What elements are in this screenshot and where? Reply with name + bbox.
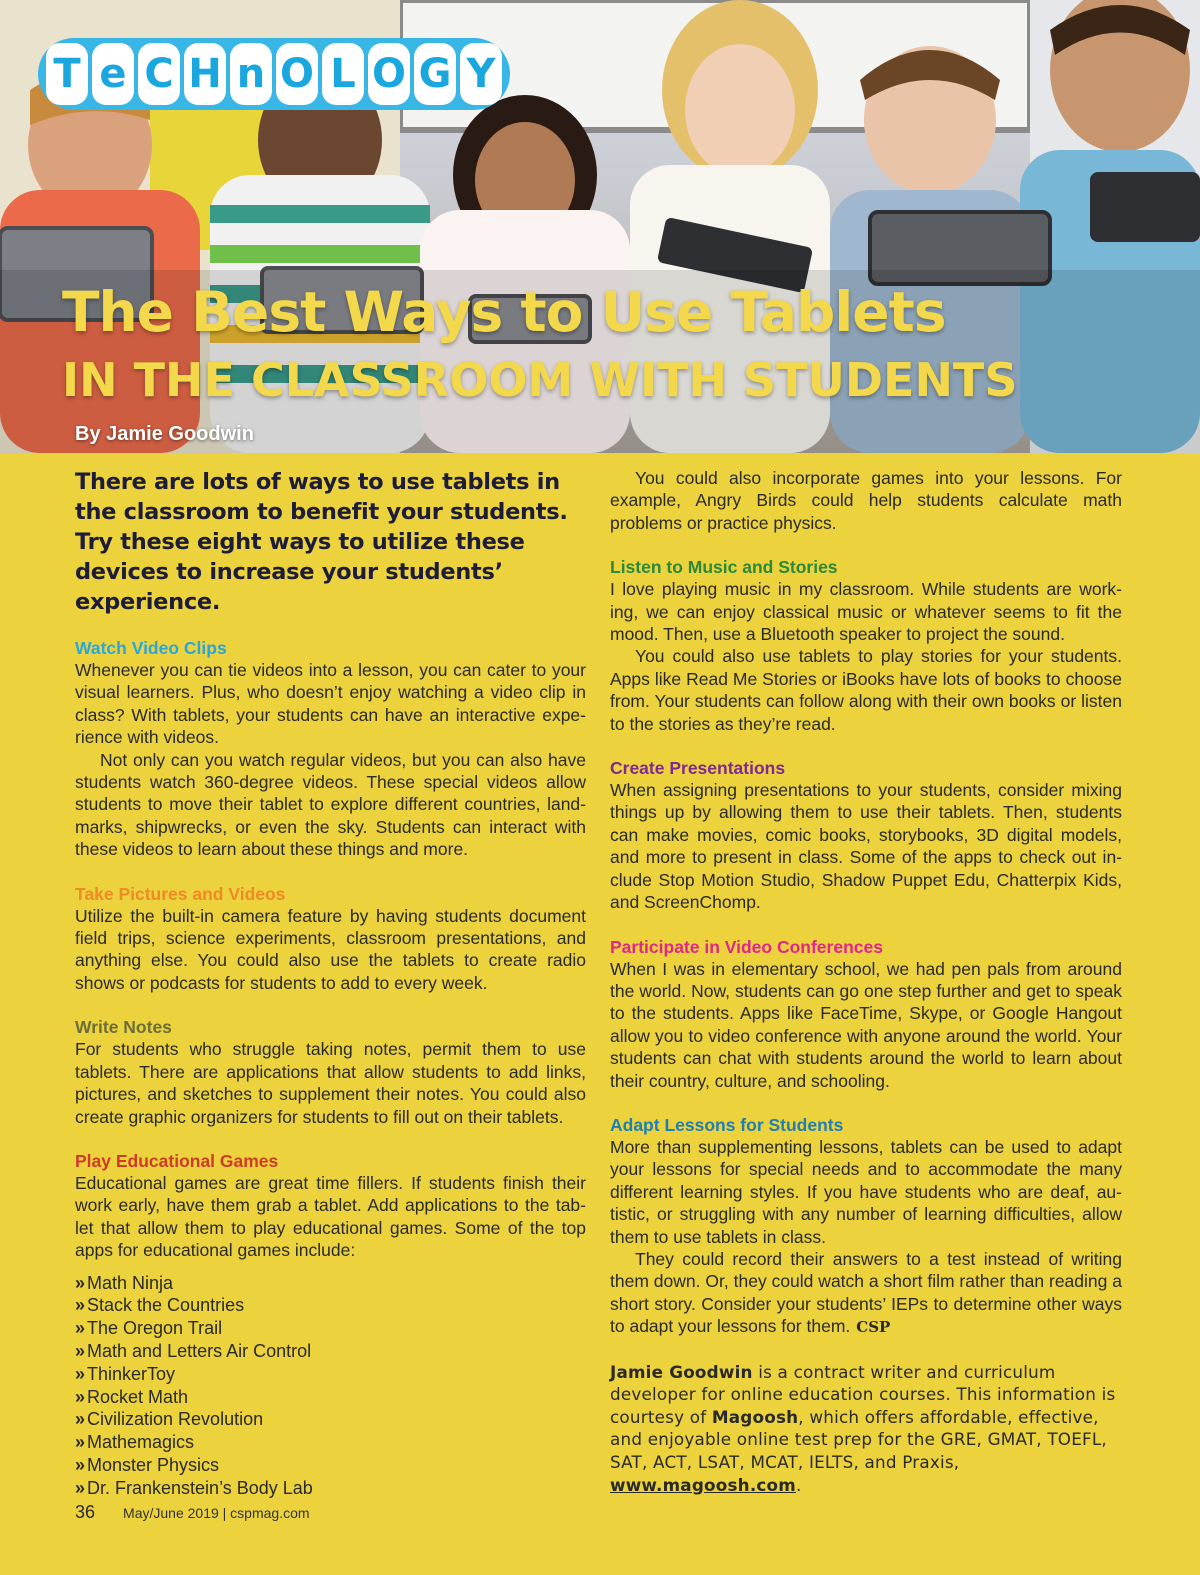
heading-write-notes: Write Notes: [75, 1017, 172, 1038]
badge-letter: n: [230, 43, 272, 105]
chevron-icon: »: [75, 1363, 86, 1384]
paragraph: Not only can you watch regular videos, but you can also have students watch 360-degree videos. These special videos allow students to move their tablet to explore different countries, land-marks, shipwrecks, or even the sky. Students can interact with these videos to learn about these things and more.: [75, 749, 586, 860]
chevron-icon: »: [75, 1432, 86, 1453]
byline: By Jamie Goodwin: [75, 423, 254, 445]
badge-letter: O: [276, 43, 318, 105]
title-line-2: IN THE CLASSROOM WITH STUDENTS: [62, 353, 1018, 407]
badge-letter: Y: [460, 43, 502, 105]
left-column: [75, 467, 586, 1500]
chevron-icon: »: [75, 1295, 86, 1316]
magoosh-link[interactable]: www.magoosh.com: [610, 1474, 796, 1495]
badge-letter: G: [414, 43, 456, 105]
list-item: » Math and Letters Air Control: [75, 1340, 312, 1361]
heading-watch-video-clips: Watch Video Clips: [75, 638, 227, 658]
list-item: » Monster Physics: [75, 1454, 220, 1475]
heading-listen-music: Listen to Music and Stories: [610, 557, 838, 578]
paragraph: For students who struggle taking notes, permit them to use tablets. There are applications that allow students to add links, pictures, and sketches to supplement their notes. You could also create graphic organizers for students to fill out on their tablets.: [75, 1039, 586, 1127]
section-badge-technology: [38, 38, 510, 110]
right-column: [610, 467, 1122, 1496]
chevron-icon: »: [75, 1272, 86, 1293]
heading-take-pictures: Take Pictures and Videos: [75, 883, 286, 904]
chevron-icon: »: [75, 1340, 86, 1361]
paragraph: When assigning presentations to your students, consider mixing things up by allowing them to use their tablets. Then, students can make movies, comic books, storybooks, 3D digital models, and more to present in class. Some of the apps to check out in-clude Stop Motion Studio, Shadow Puppet Edu, Chatterpix Kids, and ScreenChomp.: [610, 780, 1122, 913]
badge-letter: C: [138, 43, 180, 105]
paragraph: When I was in elementary school, we had pen pals from around the world. Now, students can go one step further and get to speak to the students. Apps like FaceTime, Skype, or Google Hangout allow you to video conference with anyone around the world. Your students can chat with students around the world to learn about their country, culture, and schooling.: [610, 958, 1122, 1091]
list-item: » Mathemagics: [75, 1432, 195, 1453]
end-mark: CSP: [856, 1318, 891, 1337]
hero-photo: [0, 0, 1200, 453]
issue-info: May/June 2019 | cspmag.com: [123, 1505, 310, 1521]
paragraph: Utilize the built-in camera feature by having students document field trips, science experiments, classroom presentations, and anything else. You could also use the tablets to create radio shows or podcasts for students to add to every week.: [75, 905, 586, 993]
chevron-icon: »: [75, 1454, 86, 1475]
chevron-icon: »: [75, 1409, 86, 1430]
paragraph: More than supplementing lessons, tablets can be used to adapt your lessons for special needs and to accommodate the many different learning styles. If you have students who are deaf, au-tistic, or struggling with any number of learning difficulties, allow them to use tablets in class.: [610, 1136, 1122, 1247]
page-number: 36: [75, 1502, 96, 1522]
list-item: » Dr. Frankenstein’s Body Lab: [75, 1477, 313, 1498]
lede: There are lots of ways to use tablets in the classroom to benefit your students. Try these eight ways to utilize these devices to increase your students’ experience.: [75, 469, 568, 615]
badge-letter: L: [322, 43, 364, 105]
heading-video-conferences: Participate in Video Conferences: [610, 936, 883, 957]
chevron-icon: »: [75, 1386, 86, 1407]
paragraph: I love playing music in my classroom. While students are work-ing, we can enjoy classical music or whatever seems to fit the mood. Then, use a Bluetooth speaker to project the sound.: [610, 579, 1122, 645]
heading-create-presentations: Create Presentations: [610, 758, 786, 779]
paragraph: Educational games are great time fillers. If students finish their work early, have them grab a tablet. Add applications to the tab-let that allow them to play educational games. Some of the top apps for educational games include:: [75, 1172, 586, 1261]
org-name: Magoosh: [711, 1406, 799, 1427]
author-bio: Jamie Goodwin is a contract writer and curriculum developer for online education courses. This information is courtesy of Magoosh, which offers affordable, effective, and enjoyable online test prep for the GRE, GMAT, TOEFL, SAT, ACT, LSAT, MCAT, IELTS, and Praxis, www.magoosh.com.: [610, 1361, 1116, 1495]
list-item: » Stack the Countries: [75, 1295, 245, 1316]
badge-letter: H: [184, 43, 226, 105]
heading-adapt-lessons: Adapt Lessons for Students: [610, 1114, 844, 1135]
list-item: » The Oregon Trail: [75, 1318, 223, 1339]
games-list: [75, 1272, 586, 1500]
chevron-icon: »: [75, 1318, 86, 1339]
paragraph: You could also incorporate games into your lessons. For example, Angry Birds could help students calculate math problems or practice physics.: [610, 468, 1122, 533]
badge-letter: O: [368, 43, 410, 105]
chevron-icon: »: [75, 1477, 86, 1498]
title-line-1: The Best Ways to Use Tablets: [62, 280, 946, 344]
heading-play-games: Play Educational Games: [75, 1150, 279, 1171]
author-name: Jamie Goodwin: [610, 1361, 753, 1382]
article-title: [62, 280, 1017, 416]
page-footer: [75, 1502, 310, 1523]
list-item: » Rocket Math: [75, 1386, 189, 1407]
paragraph: Whenever you can tie videos into a lesson, you can cater to your visual learners. Plus, who doesn’t enjoy watching a video clip in class? With tablets, your students can have an interactive expe-rience with videos.: [75, 660, 586, 748]
paragraph: You could also use tablets to play stories for your students. Apps like Read Me Stories or iBooks have lots of books to choose from. Your students can follow along with their own books or listen to the stories as they’re read.: [610, 646, 1122, 734]
badge-letter: T: [46, 43, 88, 105]
paragraph: They could record their answers to a test instead of writing them down. Or, they could watch a short film rather than reading a short story. Consider your students’ IEPs to determine other ways to adapt your lessons for them. CSP: [610, 1248, 1122, 1337]
list-item: » Civilization Revolution: [75, 1409, 264, 1430]
list-item: » ThinkerToy: [75, 1363, 176, 1384]
badge-letter: e: [92, 43, 134, 105]
list-item: » Math Ninja: [75, 1272, 174, 1293]
